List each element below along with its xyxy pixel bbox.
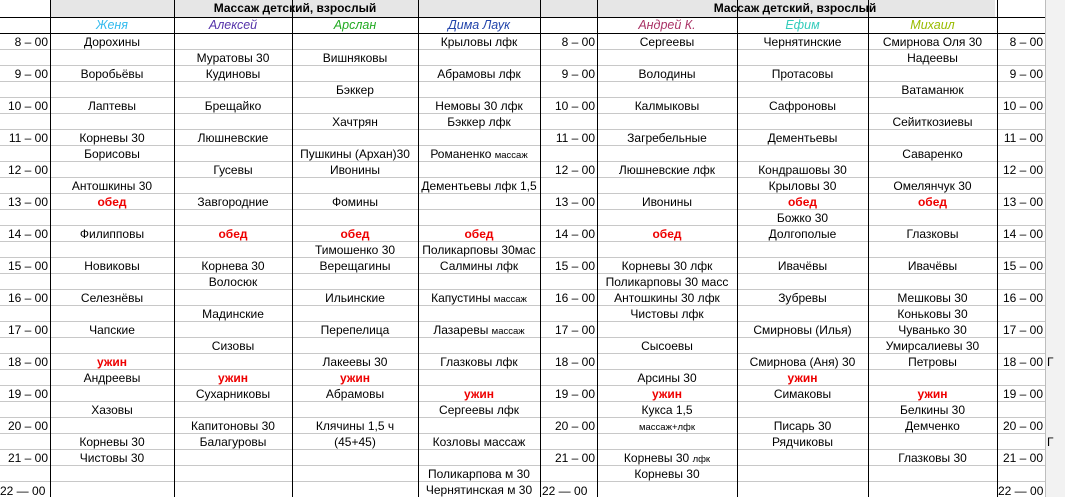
schedule-cell: Тимошенко 30 — [314, 243, 396, 257]
time-label: 21 – 00 — [7, 451, 48, 465]
time-label: 8 – 00 — [1009, 35, 1043, 49]
schedule-cell: Капитоновы 30 — [191, 419, 275, 433]
time-label: 8 – 00 — [14, 35, 48, 49]
schedule-cell: Лакеевы 30 — [322, 355, 388, 369]
time-label: 9 – 00 — [1009, 67, 1043, 81]
schedule-cell: Загребельные — [627, 131, 707, 145]
schedule-cell: Новиковы — [84, 259, 140, 273]
sheet-edge-gutter — [1045, 0, 1065, 497]
break-cell: ужин — [218, 371, 248, 385]
schedule-cell: Ильинские — [325, 291, 385, 305]
schedule-cell: Надеевы — [907, 51, 958, 65]
schedule-cell: Гусевы — [213, 163, 253, 177]
schedule-cell: Хачтрян — [332, 115, 378, 129]
master-name-1: Женя — [96, 18, 128, 32]
time-label: 9 – 00 — [14, 67, 48, 81]
schedule-cell: Долгополые — [768, 227, 837, 241]
schedule-cell: Сергеевы лфк — [439, 403, 519, 417]
schedule-cell: Дементьевы лфк 1,5 — [421, 179, 537, 193]
schedule-cell: Завгородние — [197, 195, 269, 209]
time-label: 16 – 00 — [1002, 291, 1043, 305]
schedule-cell: Ивачёвы — [907, 259, 958, 273]
schedule-cell: Хазовы — [91, 403, 133, 417]
schedule-cell: Петровы — [908, 355, 957, 369]
schedule-cell: Ивонины — [641, 195, 693, 209]
time-label: 17 – 00 — [1002, 323, 1043, 337]
schedule-cell: Калмыковы — [634, 99, 700, 113]
schedule-cell: Бэккер лфк — [447, 115, 511, 129]
time-label: 12 – 00 — [554, 163, 595, 177]
schedule-cell: Чистовы лфк — [630, 307, 704, 321]
time-label: 14 – 00 — [7, 227, 48, 241]
master-name-6: Ефим — [785, 18, 820, 32]
cell-note: массаж — [494, 150, 528, 161]
schedule-cell: Кукса 1,5 — [641, 403, 693, 417]
schedule-cell: Вишняковы — [322, 51, 388, 65]
time-label: 15 – 00 — [1002, 259, 1043, 273]
schedule-cell: Брещайко — [204, 99, 262, 113]
schedule-cell: Фомины — [331, 195, 378, 209]
cell-note: массаж+лфк — [638, 422, 696, 433]
section-title-right: Массаж детский, взрослый — [713, 1, 877, 15]
time-label: 13 – 00 — [7, 195, 48, 209]
time-label: 18 – 00 — [554, 355, 595, 369]
schedule-cell: (45+45) — [334, 435, 376, 449]
schedule-cell: Сафроновы — [769, 99, 836, 113]
break-cell: обед — [787, 195, 818, 209]
schedule-cell: Люшневские лфк — [618, 163, 716, 177]
schedule-cell: Умирсалиевы 30 — [885, 339, 980, 353]
schedule-cell: Сейиткозиевы — [892, 115, 973, 129]
schedule-cell: Смирновы (Илья) — [753, 323, 852, 337]
section-title-left: Массаж детский, взрослый — [213, 1, 377, 15]
schedule-cell: Борисовы — [84, 147, 140, 161]
time-label: 19 – 00 — [1002, 387, 1043, 401]
schedule-cell: Саваренко — [902, 147, 963, 161]
schedule-cell: Коньковы 30 — [897, 307, 968, 321]
time-label: 16 – 00 — [7, 291, 48, 305]
time-label: 14 – 00 — [1002, 227, 1043, 241]
time-label: 10 – 00 — [554, 99, 595, 113]
break-cell: обед — [464, 227, 494, 241]
schedule-cell: Корневы 30 — [79, 131, 145, 145]
schedule-cell: Смирнова (Аня) 30 — [749, 355, 856, 369]
time-label: 16 – 00 — [554, 291, 595, 305]
schedule-cell: Мешковы 30 — [897, 291, 968, 305]
time-label-last: 22 — 00 — [542, 484, 588, 497]
time-label: 19 – 00 — [554, 387, 595, 401]
time-label: 14 – 00 — [554, 227, 595, 241]
schedule-cell: Кудиновы — [205, 67, 261, 81]
schedule-cell: Корневы 30 — [634, 467, 700, 481]
time-label: 20 – 00 — [1002, 419, 1043, 433]
schedule-cell: Корневы 30 лфк — [621, 259, 713, 273]
break-cell: обед — [917, 195, 948, 209]
schedule-cell: Романенко массаж — [430, 147, 528, 161]
schedule-cell: Зубревы — [778, 291, 827, 305]
schedule-cell: Дементьевы — [767, 131, 838, 145]
time-label: 10 – 00 — [7, 99, 48, 113]
schedule-cell: Антошкины 30 лфк — [614, 291, 720, 305]
schedule-cell: Крыловы 30 — [768, 179, 837, 193]
schedule-cell: Дорохины — [83, 35, 141, 49]
schedule-cell: Кондрашовы 30 — [758, 163, 847, 177]
schedule-cell: Ватаманюк — [901, 83, 964, 97]
schedule-cell: Протасовы — [771, 67, 834, 81]
schedule-cell: Абрамовы лфк — [437, 67, 521, 81]
schedule-cell: Ивонины — [329, 163, 381, 177]
schedule-cell: Сысоевы — [641, 339, 693, 353]
master-name-2: Алексей — [208, 18, 258, 32]
break-cell: ужин — [340, 371, 370, 385]
edge-mark: Г — [1047, 435, 1054, 449]
schedule-cell: Филипповы — [79, 227, 145, 241]
break-cell: обед — [218, 227, 248, 241]
schedule-cell: Белкины 30 — [899, 403, 966, 417]
master-name-5: Андрей К. — [638, 18, 696, 32]
break-cell: обед — [97, 195, 127, 209]
break-cell: обед — [652, 227, 682, 241]
time-label: 17 – 00 — [554, 323, 595, 337]
master-name-7: Михаил — [910, 18, 955, 32]
time-label: 8 – 00 — [561, 35, 595, 49]
schedule-cell: Ивачёвы — [777, 259, 828, 273]
break-cell: ужин — [652, 387, 682, 401]
time-label: 10 – 00 — [1002, 99, 1043, 113]
time-label: 17 – 00 — [7, 323, 48, 337]
schedule-cell: Андреевы — [83, 371, 141, 385]
time-label: 11 – 00 — [1003, 131, 1043, 145]
schedule-cell: Чуванько 30 — [898, 323, 967, 337]
schedule-cell: Сергеевы — [639, 35, 695, 49]
time-label: 11 – 00 — [555, 131, 595, 145]
cell-note: массаж — [491, 326, 525, 337]
schedule-cell: Воробьёвы — [80, 67, 144, 81]
time-label: 15 – 00 — [554, 259, 595, 273]
schedule-cell: Смирнова Оля 30 — [882, 35, 983, 49]
cell-note: массаж — [493, 294, 527, 305]
schedule-cell: Немовы 30 лфк — [435, 99, 523, 113]
schedule-cell: Демченко — [905, 419, 960, 433]
time-label: 20 – 00 — [554, 419, 595, 433]
break-cell: обед — [340, 227, 370, 241]
schedule-cell: Балагуровы — [199, 435, 267, 449]
cell-note: лфк — [692, 454, 711, 465]
schedule-cell: Мадинские — [202, 307, 264, 321]
time-label: 21 – 00 — [1002, 451, 1043, 465]
edge-mark: Г — [1047, 355, 1054, 369]
schedule-cell: Рядчиковы — [771, 435, 834, 449]
schedule-cell: Салмины лфк — [439, 259, 519, 273]
time-label: 12 – 00 — [1002, 163, 1043, 177]
break-cell: ужин — [917, 387, 948, 401]
master-name-3: Арслан — [333, 18, 377, 32]
schedule-cell: Сизовы — [211, 339, 255, 353]
break-cell: ужин — [787, 371, 818, 385]
schedule-cell: Крыловы лфк — [440, 35, 518, 49]
schedule-cell: Антошкины 30 — [71, 179, 153, 193]
schedule-cell: Корневы 30 лфк — [623, 451, 711, 465]
time-label: 18 – 00 — [7, 355, 48, 369]
schedule-cell: Поликарповы 30мас — [422, 243, 536, 257]
schedule-cell: Поликарповы 30 масс — [605, 275, 729, 289]
schedule-cell: Глазковы лфк — [440, 355, 518, 369]
schedule-cell: Симаковы — [773, 387, 832, 401]
time-label-last: 22 — 00 — [0, 484, 46, 497]
schedule-cell: Арсины 30 — [637, 371, 697, 385]
schedule-cell: Поликарпова м 30 — [428, 467, 530, 481]
schedule-cell: Корневы 30 — [79, 435, 145, 449]
schedule-cell: Абрамовы — [325, 387, 385, 401]
time-label: 11 – 00 — [8, 131, 48, 145]
schedule-cell: Божко 30 — [776, 211, 829, 225]
schedule-cell: Капустины массаж — [431, 291, 527, 305]
schedule-cell: Козловы массаж — [432, 435, 526, 449]
break-cell: ужин — [464, 387, 494, 401]
schedule-cell: Володины — [638, 67, 696, 81]
time-label: 20 – 00 — [7, 419, 48, 433]
time-label: 13 – 00 — [554, 195, 595, 209]
schedule-cell: Чернятинская м 30 — [425, 483, 533, 497]
schedule-cell: Волосюк — [208, 275, 258, 289]
schedule-cell: Верещагины — [319, 259, 391, 273]
schedule-cell: Глазковы 30 — [898, 451, 967, 465]
time-label: 13 – 00 — [1002, 195, 1043, 209]
schedule-cell: Лаптевы — [87, 99, 137, 113]
schedule-cell: Корнева 30 — [201, 259, 265, 273]
time-label: 19 – 00 — [7, 387, 48, 401]
time-label: 18 – 00 — [1002, 355, 1043, 369]
schedule-cell: Муратовы 30 — [196, 51, 270, 65]
time-label-last: 22 — 00 — [998, 484, 1044, 497]
schedule-cell: Клячины 1,5 ч — [315, 419, 395, 433]
schedule-cell — [597, 418, 737, 434]
schedule-cell: Пушкины (Архан)30 — [300, 147, 410, 161]
time-label: 9 – 00 — [561, 67, 595, 81]
break-cell: ужин — [97, 355, 127, 369]
schedule-cell: Омелянчук 30 — [893, 179, 972, 193]
schedule-cell: Чистовы 30 — [79, 451, 145, 465]
schedule-cell: Бэккер — [336, 83, 374, 97]
schedule-cell: Чернятинские — [763, 35, 842, 49]
schedule-cell: Перепелица — [320, 323, 390, 337]
schedule-cell: Чапские — [89, 323, 135, 337]
schedule-cell: Сухарниковы — [195, 387, 271, 401]
master-name-4: Дима Лаук — [447, 18, 510, 32]
time-label: 21 – 00 — [554, 451, 595, 465]
schedule-cell: Люшневские — [197, 131, 269, 145]
schedule-cell: Лазаревы массаж — [433, 323, 525, 337]
schedule-cell: Писарь 30 — [773, 419, 832, 433]
schedule-cell: Глазковы — [906, 227, 959, 241]
time-label: 15 – 00 — [7, 259, 48, 273]
time-label: 12 – 00 — [7, 163, 48, 177]
schedule-cell: Селезнёвы — [80, 291, 144, 305]
